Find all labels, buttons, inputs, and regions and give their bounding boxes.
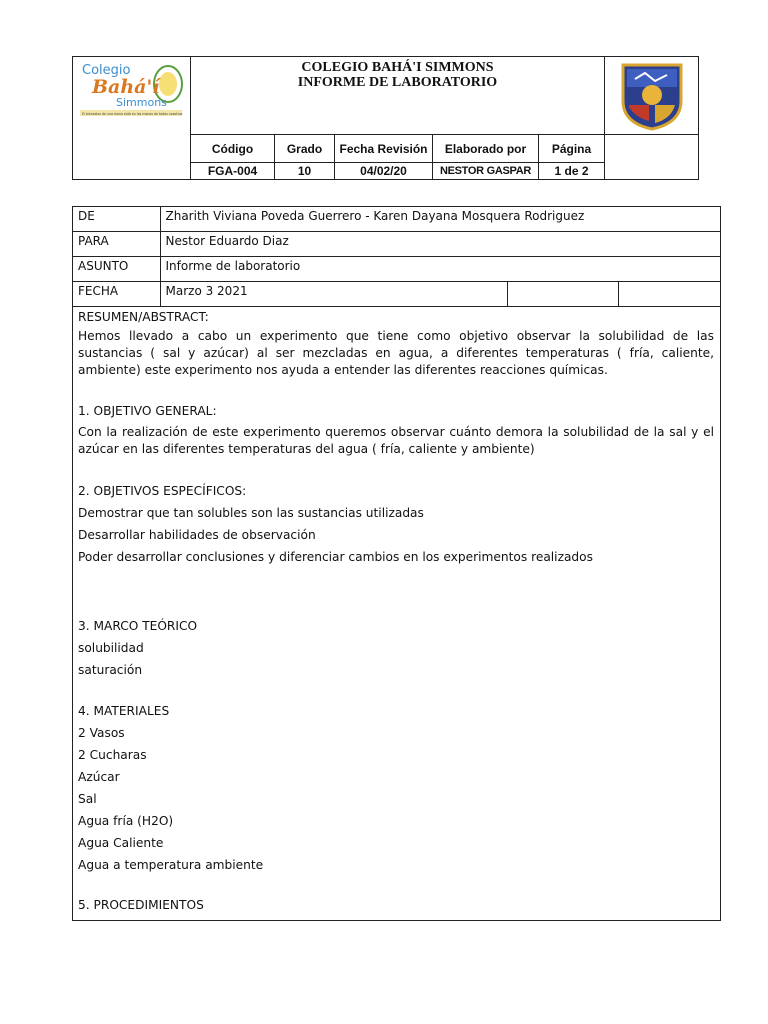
marco-item: saturación bbox=[78, 663, 143, 677]
info-row-para bbox=[73, 232, 720, 257]
material-item: Agua Caliente bbox=[78, 836, 164, 850]
info-label: FECHA bbox=[73, 282, 160, 307]
info-value: Informe de laboratorio bbox=[160, 257, 720, 282]
col-header-elaborado-por: Elaborado por bbox=[433, 135, 539, 163]
material-item: Sal bbox=[78, 792, 97, 806]
resumen-text: Hemos llevado a cabo un experimento que tiene como objetivo observar la solubilidad de las sustancias ( sal y azúcar) al ser mezcladas en agua, a diferentes temperaturas ( fría, caliente, ambiente) este experimento nos ayuda a entender las diferentes reacciones químicas. bbox=[78, 329, 714, 377]
crest-cell bbox=[605, 57, 699, 135]
info-table bbox=[73, 207, 720, 307]
material-item: 2 Vasos bbox=[78, 726, 125, 740]
col-header-fecha-revision: Fecha Revisión bbox=[335, 135, 433, 163]
material-item: Agua a temperatura ambiente bbox=[78, 858, 264, 872]
objetivo-text: Con la realización de este experimento queremos observar cuánto demora la solubilidad de la sal y el azúcar en las diferentes temperaturas del agua ( fría, caliente y ambiente) bbox=[78, 425, 714, 456]
marco-item: solubilidad bbox=[78, 641, 144, 655]
school-crest bbox=[615, 57, 689, 131]
document-title: INFORME DE LABORATORIO bbox=[297, 75, 498, 90]
school-name: COLEGIO BAHÁ'I SIMMONS bbox=[301, 60, 494, 75]
info-value: Marzo 3 2021 bbox=[160, 282, 507, 307]
info-label: ASUNTO bbox=[73, 257, 160, 282]
col-header-codigo: Código bbox=[191, 135, 275, 163]
info-row-asunto bbox=[73, 257, 720, 282]
especifico-item: Desarrollar habilidades de observación bbox=[78, 528, 316, 542]
procedimientos-heading: 5. PROCEDIMIENTOS bbox=[78, 898, 204, 912]
objetivo-heading: 1. OBJETIVO GENERAL: bbox=[78, 404, 217, 418]
info-label: PARA bbox=[73, 232, 160, 257]
logo-line3: Simmons bbox=[116, 96, 167, 109]
especificos-heading: 2. OBJETIVOS ESPECÍFICOS: bbox=[78, 484, 247, 498]
materiales-heading: 4. MATERIALES bbox=[78, 704, 170, 718]
info-value: Zharith Viviana Poveda Guerrero - Karen Dayana Mosquera Rodriguez bbox=[160, 207, 720, 232]
resumen-heading: RESUMEN/ABSTRACT: bbox=[78, 310, 209, 324]
value-fecha-revision: 04/02/20 bbox=[335, 163, 433, 180]
document-header bbox=[72, 56, 699, 180]
logo-line1: Colegio bbox=[82, 63, 131, 78]
value-grado: 10 bbox=[275, 163, 335, 180]
school-logo-cell bbox=[73, 57, 191, 180]
info-label: DE bbox=[73, 207, 160, 232]
value-codigo: FGA-004 bbox=[191, 163, 275, 180]
especifico-item: Poder desarrollar conclusiones y diferenciar cambios en los experimentos realizados bbox=[78, 550, 593, 564]
info-value: Nestor Eduardo Diaz bbox=[160, 232, 720, 257]
marco-heading: 3. MARCO TEÓRICO bbox=[78, 619, 198, 633]
col-header-pagina: Página bbox=[539, 135, 605, 163]
report-body bbox=[72, 206, 721, 921]
value-pagina: 1 de 2 bbox=[539, 163, 605, 180]
report-content bbox=[73, 307, 720, 920]
material-item: 2 Cucharas bbox=[78, 748, 147, 762]
info-row-fecha bbox=[73, 282, 720, 307]
empty-header-cell bbox=[605, 135, 699, 180]
material-item: Agua fría (H2O) bbox=[78, 814, 174, 828]
logo-line2: Bahá'í bbox=[92, 76, 160, 98]
info-empty-cell bbox=[618, 282, 720, 307]
material-item: Azúcar bbox=[78, 770, 120, 784]
especifico-item: Demostrar que tan solubles son las sustancias utilizadas bbox=[78, 506, 424, 520]
logo-tagline: El bienestar de una mano está en las manos de todos vosotros bbox=[82, 112, 183, 116]
col-header-grado: Grado bbox=[275, 135, 335, 163]
school-logo bbox=[78, 60, 184, 118]
info-empty-cell bbox=[507, 282, 618, 307]
info-row-de bbox=[73, 207, 720, 232]
header-title-cell bbox=[191, 57, 605, 135]
value-elaborado-por: NESTOR GASPAR bbox=[433, 163, 539, 180]
